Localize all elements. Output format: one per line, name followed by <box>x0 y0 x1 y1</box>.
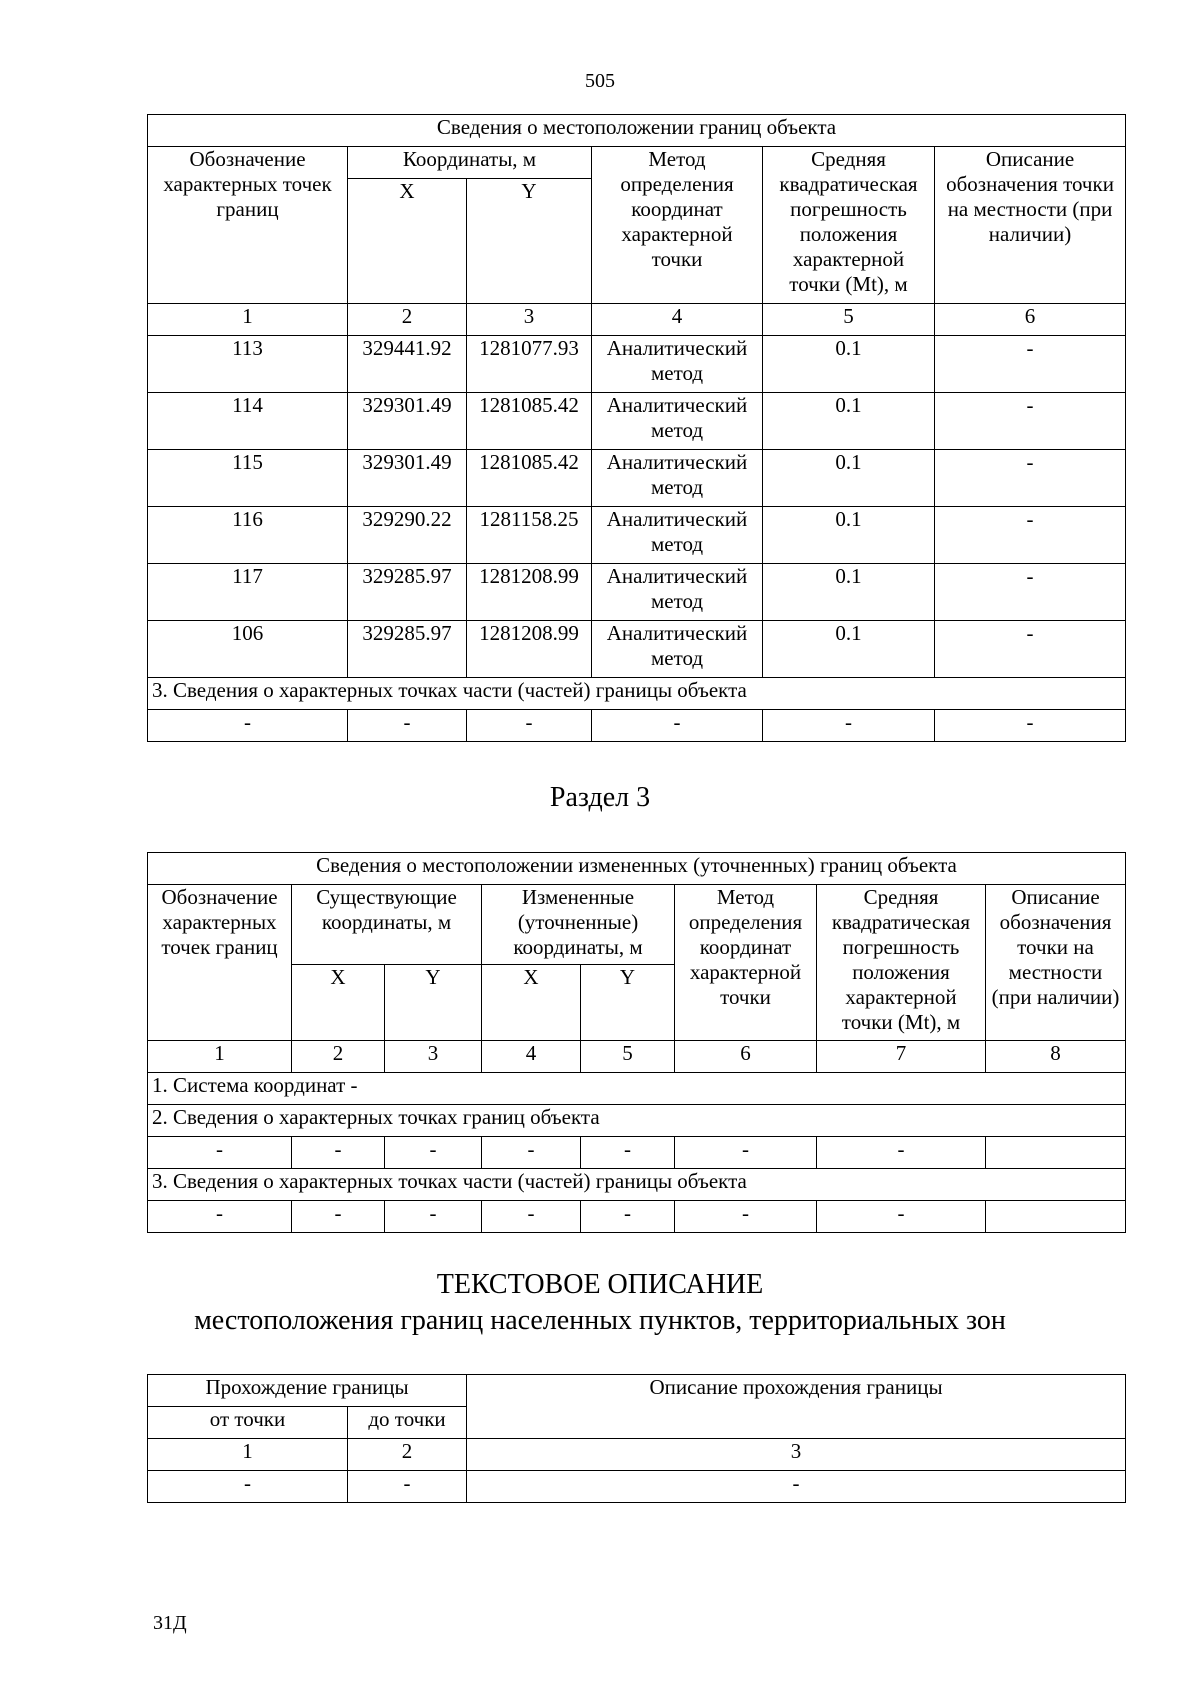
error-cell: 0.1 <box>763 450 935 507</box>
header-y: Y <box>581 965 675 1041</box>
header-error: Средняя квадратическая погрешность положения характерной точки (Mt), м <box>817 885 986 1041</box>
col-number: 2 <box>348 304 467 336</box>
text-description-title: ТЕКСТОВОЕ ОПИСАНИЕ <box>436 1269 764 1300</box>
description-cell: - <box>935 336 1126 393</box>
col-number: 5 <box>581 1041 675 1073</box>
error-cell: 0.1 <box>763 621 935 678</box>
empty-cell: - <box>817 1137 986 1169</box>
table-title: Сведения о местоположении измененных (уточненных) границ объекта <box>148 853 1126 885</box>
header-passage-description: Описание прохождения границы <box>467 1375 1126 1439</box>
y-cell: 1281208.99 <box>467 621 592 678</box>
point-cell: 116 <box>148 507 348 564</box>
header-x: X <box>482 965 581 1041</box>
empty-cell: - <box>482 1201 581 1233</box>
col-number: 6 <box>675 1041 817 1073</box>
header-description: Описание обозначения точки на местности (при наличии) <box>935 147 1126 304</box>
col-number: 1 <box>148 304 348 336</box>
table-row <box>148 621 1126 678</box>
part-section-label: 3. Сведения о характерных точках части (частей) границы объекта <box>148 678 1126 710</box>
empty-cell: - <box>817 1201 986 1233</box>
empty-cell: - <box>763 710 935 742</box>
header-y: Y <box>385 965 482 1041</box>
point-cell: 113 <box>148 336 348 393</box>
x-cell: 329441.92 <box>348 336 467 393</box>
col-number: 8 <box>986 1041 1126 1073</box>
header-coordinates: Координаты, м <box>348 147 592 179</box>
table-row <box>148 1137 1126 1169</box>
empty-cell: - <box>467 710 592 742</box>
table-row <box>148 564 1126 621</box>
x-cell: 329301.49 <box>348 450 467 507</box>
col-number: 6 <box>935 304 1126 336</box>
description-cell: - <box>935 564 1126 621</box>
y-cell: 1281085.42 <box>467 393 592 450</box>
empty-cell: - <box>148 1201 292 1233</box>
table-row <box>148 710 1126 742</box>
table-row <box>148 450 1126 507</box>
error-cell: 0.1 <box>763 507 935 564</box>
method-cell: Аналитический метод <box>592 621 763 678</box>
part-section-label: 3. Сведения о характерных точках части (частей) границы объекта <box>148 1169 1126 1201</box>
points-section-label: 2. Сведения о характерных точках границ объекта <box>148 1105 1126 1137</box>
table-row <box>148 393 1126 450</box>
header-method: Метод определения координат характерной точки <box>675 885 817 1041</box>
empty-cell: - <box>385 1201 482 1233</box>
empty-cell: - <box>148 710 348 742</box>
x-cell: 329285.97 <box>348 564 467 621</box>
empty-cell: - <box>148 1137 292 1169</box>
empty-cell: - <box>148 1471 348 1503</box>
header-designation: Обозначение характерных точек границ <box>148 885 292 1041</box>
col-number: 7 <box>817 1041 986 1073</box>
header-method: Метод определения координат характерной точки <box>592 147 763 304</box>
y-cell: 1281208.99 <box>467 564 592 621</box>
col-number: 1 <box>148 1041 292 1073</box>
x-cell: 329285.97 <box>348 621 467 678</box>
section-title: Раздел 3 <box>549 782 651 813</box>
method-cell: Аналитический метод <box>592 393 763 450</box>
boundary-location-table <box>147 114 1126 742</box>
empty-cell: - <box>482 1137 581 1169</box>
empty-cell: - <box>675 1137 817 1169</box>
table-title: Сведения о местоположении границ объекта <box>148 115 1126 147</box>
header-designation: Обозначение характерных точек границ <box>148 147 348 304</box>
point-cell: 117 <box>148 564 348 621</box>
header-y: Y <box>467 179 592 304</box>
method-cell: Аналитический метод <box>592 450 763 507</box>
header-to-point: до точки <box>348 1407 467 1439</box>
table-row <box>148 1201 1126 1233</box>
description-cell: - <box>935 507 1126 564</box>
empty-cell: - <box>935 710 1126 742</box>
empty-cell: - <box>348 710 467 742</box>
col-number: 3 <box>467 1439 1126 1471</box>
y-cell: 1281158.25 <box>467 507 592 564</box>
empty-cell: - <box>467 1471 1126 1503</box>
empty-cell: - <box>292 1137 385 1169</box>
header-description: Описание обозначения точки на местности (при наличии) <box>986 885 1126 1041</box>
empty-cell: - <box>292 1201 385 1233</box>
col-number: 2 <box>348 1439 467 1471</box>
header-x: X <box>292 965 385 1041</box>
method-cell: Аналитический метод <box>592 336 763 393</box>
coordinate-system-label: 1. Система координат - <box>148 1073 1126 1105</box>
page-number: 505 <box>585 70 615 92</box>
empty-cell <box>986 1201 1126 1233</box>
col-number: 1 <box>148 1439 348 1471</box>
y-cell: 1281077.93 <box>467 336 592 393</box>
y-cell: 1281085.42 <box>467 450 592 507</box>
header-passage: Прохождение границы <box>148 1375 467 1407</box>
col-number: 5 <box>763 304 935 336</box>
x-cell: 329290.22 <box>348 507 467 564</box>
description-cell: - <box>935 393 1126 450</box>
footer-code: 31Д <box>153 1612 187 1634</box>
empty-cell: - <box>385 1137 482 1169</box>
header-changed-coordinates: Измененные (уточненные) координаты, м <box>482 885 675 965</box>
point-cell: 115 <box>148 450 348 507</box>
description-cell: - <box>935 621 1126 678</box>
point-cell: 114 <box>148 393 348 450</box>
empty-cell: - <box>581 1201 675 1233</box>
error-cell: 0.1 <box>763 393 935 450</box>
method-cell: Аналитический метод <box>592 507 763 564</box>
empty-cell: - <box>675 1201 817 1233</box>
empty-cell: - <box>581 1137 675 1169</box>
header-existing-coordinates: Существующие координаты, м <box>292 885 482 965</box>
table-row <box>148 507 1126 564</box>
empty-cell: - <box>348 1471 467 1503</box>
table-row <box>148 336 1126 393</box>
empty-cell <box>986 1137 1126 1169</box>
description-cell: - <box>935 450 1126 507</box>
header-x: X <box>348 179 467 304</box>
col-number: 4 <box>592 304 763 336</box>
col-number: 2 <box>292 1041 385 1073</box>
changed-boundary-table <box>147 852 1126 1233</box>
text-description-subtitle: местоположения границ населенных пунктов, территориальных зон <box>194 1305 1006 1336</box>
header-error: Средняя квадратическая погрешность положения характерной точки (Mt), м <box>763 147 935 304</box>
empty-cell: - <box>592 710 763 742</box>
point-cell: 106 <box>148 621 348 678</box>
error-cell: 0.1 <box>763 564 935 621</box>
col-number: 3 <box>467 304 592 336</box>
header-from-point: от точки <box>148 1407 348 1439</box>
method-cell: Аналитический метод <box>592 564 763 621</box>
table-row <box>148 1471 1126 1503</box>
x-cell: 329301.49 <box>348 393 467 450</box>
error-cell: 0.1 <box>763 336 935 393</box>
col-number: 4 <box>482 1041 581 1073</box>
boundary-passage-table <box>147 1374 1126 1503</box>
col-number: 3 <box>385 1041 482 1073</box>
